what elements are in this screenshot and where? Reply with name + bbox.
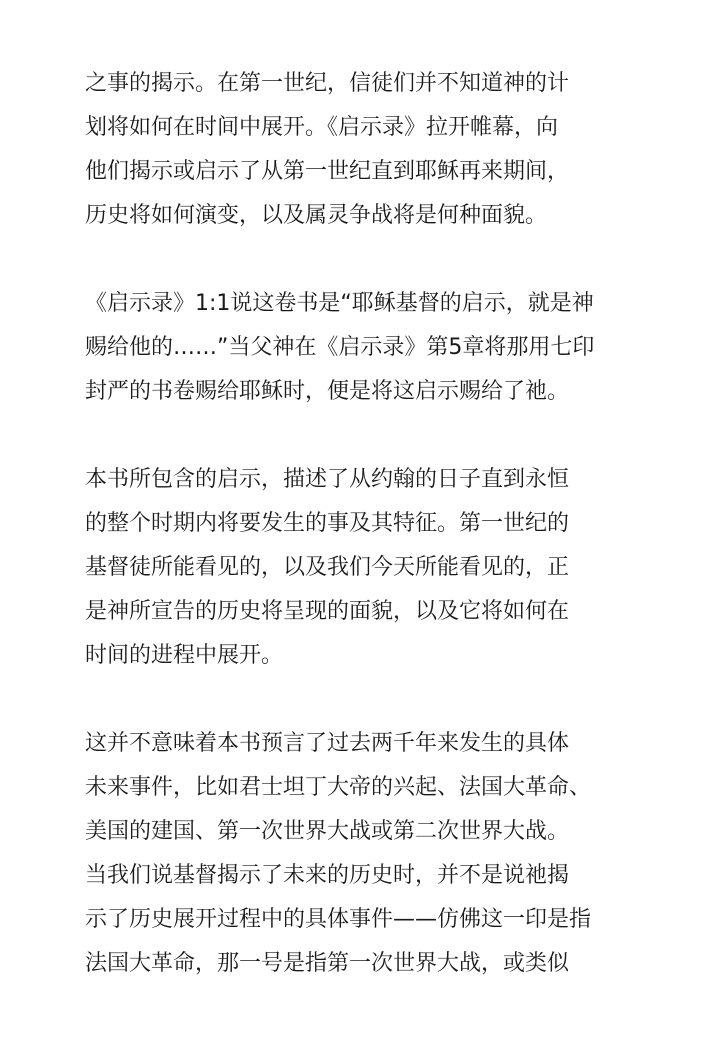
paragraph-1 <box>85 62 645 238</box>
text-line: 未来事件，比如君士坦丁大帝的兴起、法国大革命、 <box>85 775 592 800</box>
paragraph-4 <box>85 722 645 986</box>
text-line: 他们揭示或启示了从第一世纪直到耶稣再来期间， <box>85 159 570 184</box>
text-line: 的整个时期内将要发生的事及其特征。第一世纪的 <box>85 511 570 536</box>
text-line: 法国大革命，那一号是指第一次世界大战，或类似 <box>85 951 570 976</box>
text-line: 历史将如何演变，以及属灵争战将是何种面貌。 <box>85 203 548 228</box>
text-line: 《启示录》1:1说这卷书是“耶稣基督的启示，就是神 <box>85 291 594 316</box>
text-line: 是神所宣告的历史将呈现的面貌，以及它将如何在 <box>85 599 570 624</box>
text-line: 封严的书卷赐给耶稣时，便是将这启示赐给了祂。 <box>85 379 570 404</box>
text-line: 本书所包含的启示，描述了从约翰的日子直到永恒 <box>85 467 570 492</box>
text-line: 时间的进程中展开。 <box>85 643 284 668</box>
paragraph-2 <box>85 282 645 414</box>
paragraph-3 <box>85 458 645 678</box>
text-line: 之事的揭示。在第一世纪，信徒们并不知道神的计 <box>85 71 570 96</box>
text-line: 赐给他的……”当父神在《启示录》第5章将那用七印 <box>85 335 595 360</box>
text-line: 这并不意味着本书预言了过去两千年来发生的具体 <box>85 731 570 756</box>
text-line: 划将如何在时间中展开。《启示录》拉开帷幕，向 <box>85 115 559 140</box>
text-line: 美国的建国、第一次世界大战或第二次世界大战。 <box>85 819 570 844</box>
text-line: 示了历史展开过程中的具体事件——仿佛这一印是指 <box>85 907 592 932</box>
text-line: 当我们说基督揭示了未来的历史时，并不是说祂揭 <box>85 863 570 888</box>
document-page <box>85 62 645 1030</box>
text-line: 基督徒所能看见的，以及我们今天所能看见的，正 <box>85 555 570 580</box>
